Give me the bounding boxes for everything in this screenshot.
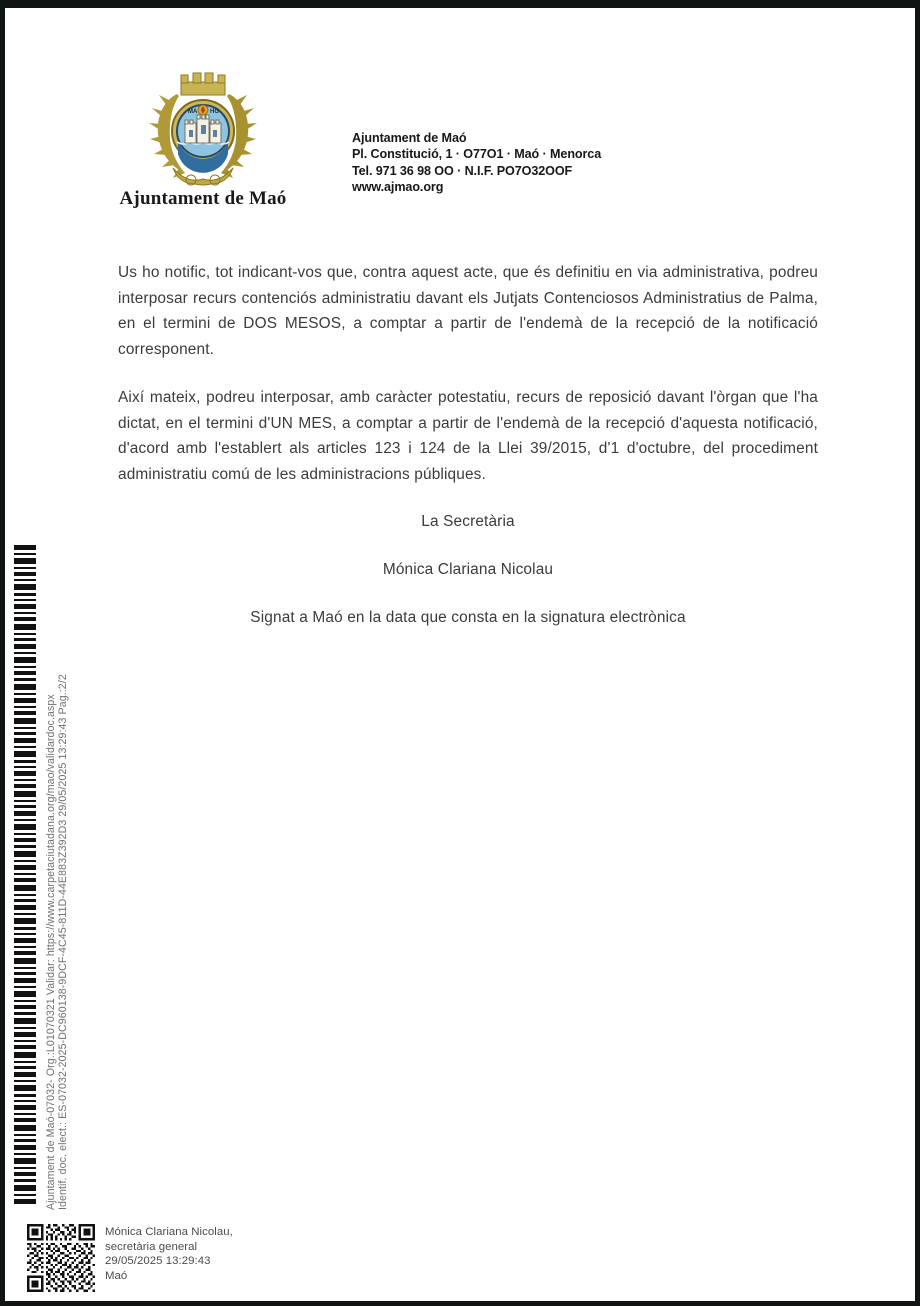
margin-identifier-line: Identif. doc. elect.: ES-07032-2025-DC960138-9DCF-4C45-811D-44E883Z392D3 29/05/2025 13:29:43 Pag.:2/2 [57,674,69,1210]
margin-stamp [11,538,69,1213]
signature-block [118,513,818,627]
stamp-signer-role: secretària general [105,1240,198,1253]
svg-text:MA: MA [188,109,198,115]
signature-place-note: Signat a Maó en la data que consta en la signatura electrònica [250,609,686,626]
margin-stamp-text [37,538,71,1210]
signature-name: Mónica Clariana Nicolau [382,561,554,578]
stamp-text [105,1225,233,1283]
logo-block [108,68,298,210]
stamp-signer-name: Mónica Clariana Nicolau, [105,1226,233,1238]
footer-signature-stamp [27,1224,327,1302]
qr-code-icon [27,1224,95,1292]
svg-text:HG: HG [210,109,219,115]
mao-coat-of-arms-icon [147,68,259,186]
paragraph-reposicio: Així mateix, podreu interposar, amb caràcter potestatiu, recurs de reposició davant l'òrgan que l'ha dictat, en el termini d'UN MES, a comptar a partir de l'endemà de la recepció d'aquesta notificació, d'acord amb l'establert als articles 123 i 124 de la Llei 39/2015, d'1 d'octubre, del procediment administratiu comú de les administracions públiques. [118,389,818,483]
paragraph-contencios: Us ho notific, tot indicant-vos que, contra aquest acte, que és definitiu en via administrativa, podreu interposar recurs contenciós administratiu davant els Jutjats Contenciosos Administratius de Palma, en el termini de DOS MESOS, a comptar a partir de l'endemà de la recepció de la notificació corresponent. [118,264,818,358]
body-text [118,260,818,487]
stamp-timestamp: 29/05/2025 13:29:43 [105,1255,211,1268]
margin-organization-line: Ajuntament de Maó-07032- Org.:L01070321 Validar: https://www.carpetaciutadana.org/mao/validardoc.aspx [45,694,57,1210]
logo-wordmark: Ajuntament de Maó [119,188,287,209]
stamp-location: Maó [105,1269,128,1282]
contact-line-phone: Tel. 971 36 98 OO · N.I.F. PO7O32OOF [352,163,573,178]
barcode-icon [14,543,36,1208]
contact-block [352,130,601,196]
contact-line-address: Pl. Constitució, 1 · O77O1 · Maó · Menorca [352,147,602,162]
contact-line-name: Ajuntament de Maó [352,131,467,145]
contact-line-website: www.ajmao.org [352,180,444,195]
signature-role: La Secretària [421,513,515,530]
letterhead [5,8,915,228]
